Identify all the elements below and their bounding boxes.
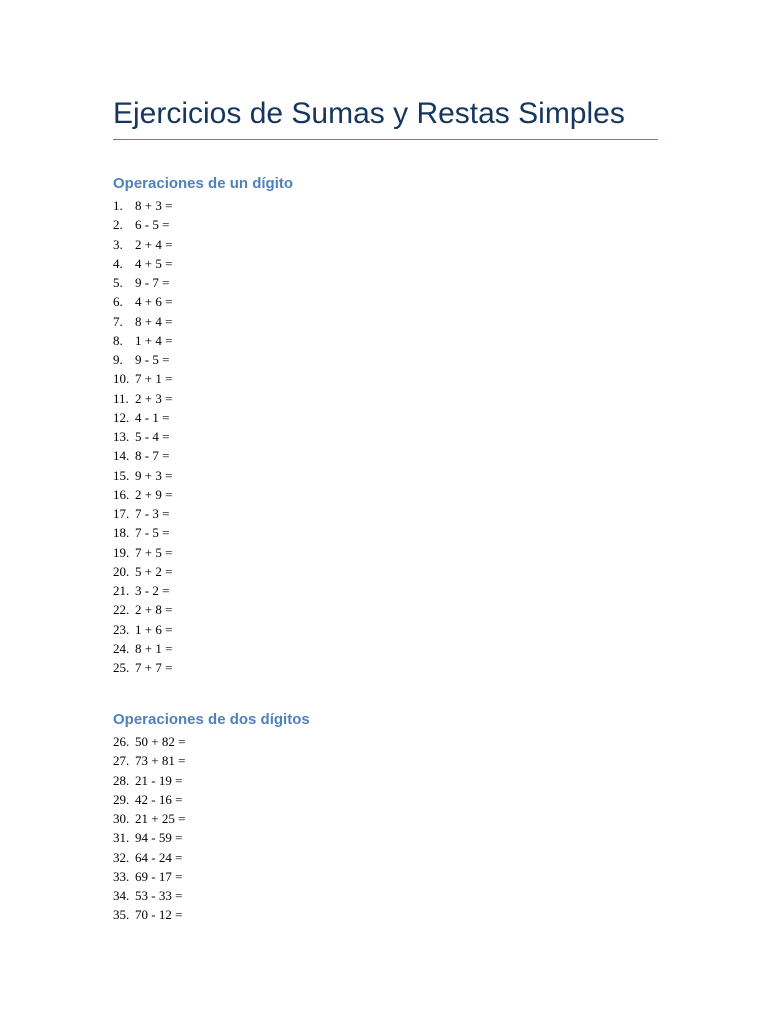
exercise-item [113, 273, 658, 292]
exercise-item [113, 427, 658, 446]
exercise-number: 4. [113, 255, 123, 271]
exercise-item [113, 446, 658, 465]
exercise-expression: 50 + 82 = [135, 734, 186, 749]
exercise-expression: 8 + 3 = [135, 198, 173, 213]
exercise-item [113, 620, 658, 639]
exercise-number: 19. [113, 544, 130, 560]
section-two-digit [113, 708, 658, 925]
exercise-number: 20. [113, 563, 130, 579]
exercise-number: 7. [113, 313, 123, 329]
exercise-list [113, 732, 658, 925]
exercise-item [113, 350, 658, 369]
exercise-expression: 9 + 3 = [135, 467, 173, 483]
exercise-item [113, 292, 658, 311]
exercise-number: 6. [113, 294, 123, 310]
title-underline [113, 139, 658, 140]
document-title: Ejercicios de Sumas y Restas Simples [113, 97, 625, 130]
exercise-number: 27. [113, 753, 130, 769]
exercise-number: 32. [113, 849, 130, 865]
exercise-item [113, 848, 658, 867]
exercise-expression: 21 + 25 = [135, 811, 186, 826]
exercise-item [113, 828, 658, 847]
exercise-expression: 2 + 9 = [135, 486, 173, 502]
exercise-expression: 94 - 59 = [135, 830, 183, 846]
exercise-item [113, 466, 658, 485]
exercise-expression: 53 - 33 = [135, 888, 183, 903]
exercise-item [113, 369, 658, 388]
exercise-item [113, 771, 658, 790]
exercise-expression: 8 + 1 = [135, 640, 173, 656]
exercise-expression: 7 - 5 = [135, 525, 170, 541]
exercise-expression: 69 - 17 = [135, 868, 183, 884]
exercise-expression: 9 - 7 = [135, 275, 170, 290]
exercise-item [113, 408, 658, 427]
exercise-item [113, 254, 658, 273]
exercise-expression: 7 - 3 = [135, 506, 170, 521]
exercise-number: 3. [113, 236, 123, 252]
exercise-expression: 2 + 3 = [135, 390, 173, 406]
exercise-expression: 2 + 8 = [135, 602, 173, 618]
exercise-expression: 42 - 16 = [135, 791, 183, 807]
section-single-digit [113, 172, 658, 677]
exercise-item [113, 543, 658, 562]
exercise-expression: 4 + 5 = [135, 255, 173, 271]
exercise-number: 26. [113, 734, 130, 749]
exercise-item [113, 196, 658, 215]
exercise-number: 29. [113, 791, 130, 807]
section-heading: Operaciones de dos dígitos [113, 711, 310, 728]
exercise-item [113, 235, 658, 254]
exercise-number: 23. [113, 621, 130, 637]
exercise-number: 11. [113, 390, 129, 406]
exercise-number: 1. [113, 198, 123, 213]
exercise-item [113, 581, 658, 600]
exercise-item [113, 867, 658, 886]
exercise-item [113, 523, 658, 542]
section-heading: Operaciones de un dígito [113, 175, 294, 192]
exercise-expression: 4 - 1 = [135, 409, 170, 425]
exercise-number: 8. [113, 332, 123, 348]
exercise-item [113, 639, 658, 658]
exercise-expression: 1 + 4 = [135, 332, 173, 348]
exercise-item [113, 658, 658, 677]
exercise-number: 18. [113, 525, 130, 541]
exercise-number: 24. [113, 640, 130, 656]
exercise-number: 28. [113, 772, 130, 788]
exercise-expression: 7 + 7 = [135, 660, 173, 675]
exercise-number: 13. [113, 429, 130, 444]
exercise-number: 22. [113, 602, 130, 618]
exercise-number: 34. [113, 888, 130, 903]
exercise-expression: 73 + 81 = [135, 753, 186, 769]
exercise-item [113, 751, 658, 770]
exercise-expression: 5 - 4 = [135, 429, 170, 444]
exercise-expression: 7 + 5 = [135, 544, 173, 560]
exercise-expression: 21 - 19 = [135, 772, 183, 788]
exercise-number: 33. [113, 868, 130, 884]
exercise-expression: 7 + 1 = [135, 371, 173, 387]
exercise-expression: 9 - 5 = [135, 352, 170, 367]
exercise-number: 14. [113, 448, 130, 464]
exercise-number: 5. [113, 275, 123, 290]
exercise-expression: 8 + 4 = [135, 313, 173, 329]
exercise-number: 9. [113, 352, 123, 367]
exercise-item [113, 886, 658, 905]
exercise-number: 17. [113, 506, 130, 521]
exercise-item [113, 600, 658, 619]
exercise-expression: 64 - 24 = [135, 849, 183, 865]
exercise-expression: 2 + 4 = [135, 236, 173, 252]
exercise-expression: 6 - 5 = [135, 217, 170, 233]
exercise-expression: 4 + 6 = [135, 294, 173, 310]
exercise-item [113, 485, 658, 504]
exercise-item [113, 732, 658, 751]
exercise-item [113, 215, 658, 234]
exercise-number: 31. [113, 830, 130, 846]
exercise-item [113, 790, 658, 809]
exercise-item [113, 312, 658, 331]
exercise-number: 2. [113, 217, 123, 233]
exercise-number: 35. [113, 907, 130, 923]
exercise-expression: 3 - 2 = [135, 583, 170, 598]
exercise-number: 16. [113, 486, 130, 502]
exercise-item [113, 905, 658, 924]
exercise-item [113, 562, 658, 581]
exercise-item [113, 389, 658, 408]
exercise-item [113, 504, 658, 523]
exercise-number: 21. [113, 583, 130, 598]
exercise-number: 25. [113, 660, 130, 675]
exercise-number: 10. [113, 371, 130, 387]
exercise-number: 15. [113, 467, 130, 483]
exercise-list [113, 196, 658, 677]
exercise-number: 12. [113, 409, 130, 425]
exercise-item [113, 331, 658, 350]
exercise-expression: 5 + 2 = [135, 563, 173, 579]
exercise-expression: 70 - 12 = [135, 907, 183, 923]
exercise-number: 30. [113, 811, 130, 826]
exercise-item [113, 809, 658, 828]
exercise-expression: 8 - 7 = [135, 448, 170, 464]
exercise-expression: 1 + 6 = [135, 621, 173, 637]
